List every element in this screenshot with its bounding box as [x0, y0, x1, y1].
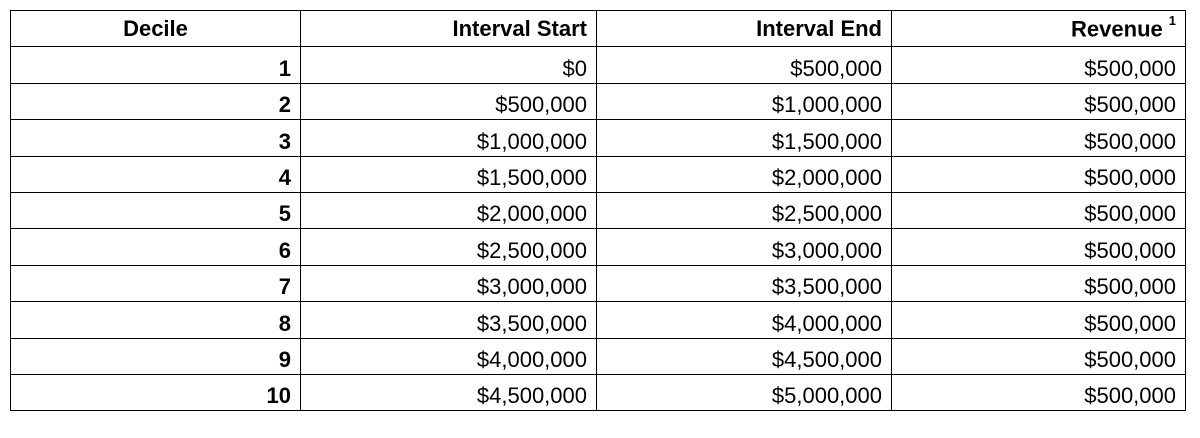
table-body: [11, 47, 1186, 411]
cell-interval-start: $3,500,000: [301, 302, 597, 338]
cell-revenue: $500,000: [892, 302, 1186, 338]
cell-interval-start: $500,000: [301, 83, 597, 119]
cell-decile: 6: [11, 229, 301, 265]
cell-interval-end: $3,500,000: [597, 265, 892, 301]
cell-decile: 4: [11, 156, 301, 192]
table-row: [11, 120, 1186, 156]
cell-decile: 2: [11, 83, 301, 119]
table-header: [11, 11, 1186, 47]
cell-interval-end: $2,500,000: [597, 192, 892, 228]
table-row: [11, 302, 1186, 338]
cell-decile: 5: [11, 192, 301, 228]
cell-interval-end: $4,500,000: [597, 338, 892, 374]
cell-revenue: $500,000: [892, 156, 1186, 192]
cell-interval-start: $3,000,000: [301, 265, 597, 301]
table-row: [11, 265, 1186, 301]
cell-interval-end: $2,000,000: [597, 156, 892, 192]
header-revenue-label: Revenue: [1071, 16, 1163, 42]
revenue-footnote-marker: 1: [1168, 13, 1176, 29]
cell-revenue: $500,000: [892, 192, 1186, 228]
cell-decile: 3: [11, 120, 301, 156]
cell-interval-start: $4,000,000: [301, 338, 597, 374]
header-row: [11, 11, 1186, 47]
cell-decile: 7: [11, 265, 301, 301]
table-row: [11, 47, 1186, 83]
header-decile: Decile: [11, 11, 301, 47]
cell-revenue: $500,000: [892, 229, 1186, 265]
cell-interval-start: $2,000,000: [301, 192, 597, 228]
table-row: [11, 229, 1186, 265]
cell-revenue: $500,000: [892, 47, 1186, 83]
cell-interval-end: $1,500,000: [597, 120, 892, 156]
cell-revenue: $500,000: [892, 374, 1186, 410]
cell-interval-start: $1,000,000: [301, 120, 597, 156]
cell-interval-start: $4,500,000: [301, 374, 597, 410]
cell-interval-end: $3,000,000: [597, 229, 892, 265]
cell-revenue: $500,000: [892, 120, 1186, 156]
table-row: [11, 192, 1186, 228]
header-interval-start: Interval Start: [301, 11, 597, 47]
cell-decile: 8: [11, 302, 301, 338]
decile-revenue-table: [10, 10, 1186, 411]
table-row: [11, 83, 1186, 119]
cell-revenue: $500,000: [892, 338, 1186, 374]
cell-decile: 9: [11, 338, 301, 374]
cell-revenue: $500,000: [892, 265, 1186, 301]
table-row: [11, 338, 1186, 374]
cell-interval-end: $500,000: [597, 47, 892, 83]
header-revenue: [892, 11, 1186, 47]
cell-interval-end: $5,000,000: [597, 374, 892, 410]
header-interval-end: Interval End: [597, 11, 892, 47]
cell-interval-end: $4,000,000: [597, 302, 892, 338]
cell-interval-start: $1,500,000: [301, 156, 597, 192]
cell-interval-end: $1,000,000: [597, 83, 892, 119]
cell-interval-start: $2,500,000: [301, 229, 597, 265]
table-row: [11, 156, 1186, 192]
table-row: [11, 374, 1186, 410]
cell-decile: 10: [11, 374, 301, 410]
cell-decile: 1: [11, 47, 301, 83]
cell-interval-start: $0: [301, 47, 597, 83]
cell-revenue: $500,000: [892, 83, 1186, 119]
